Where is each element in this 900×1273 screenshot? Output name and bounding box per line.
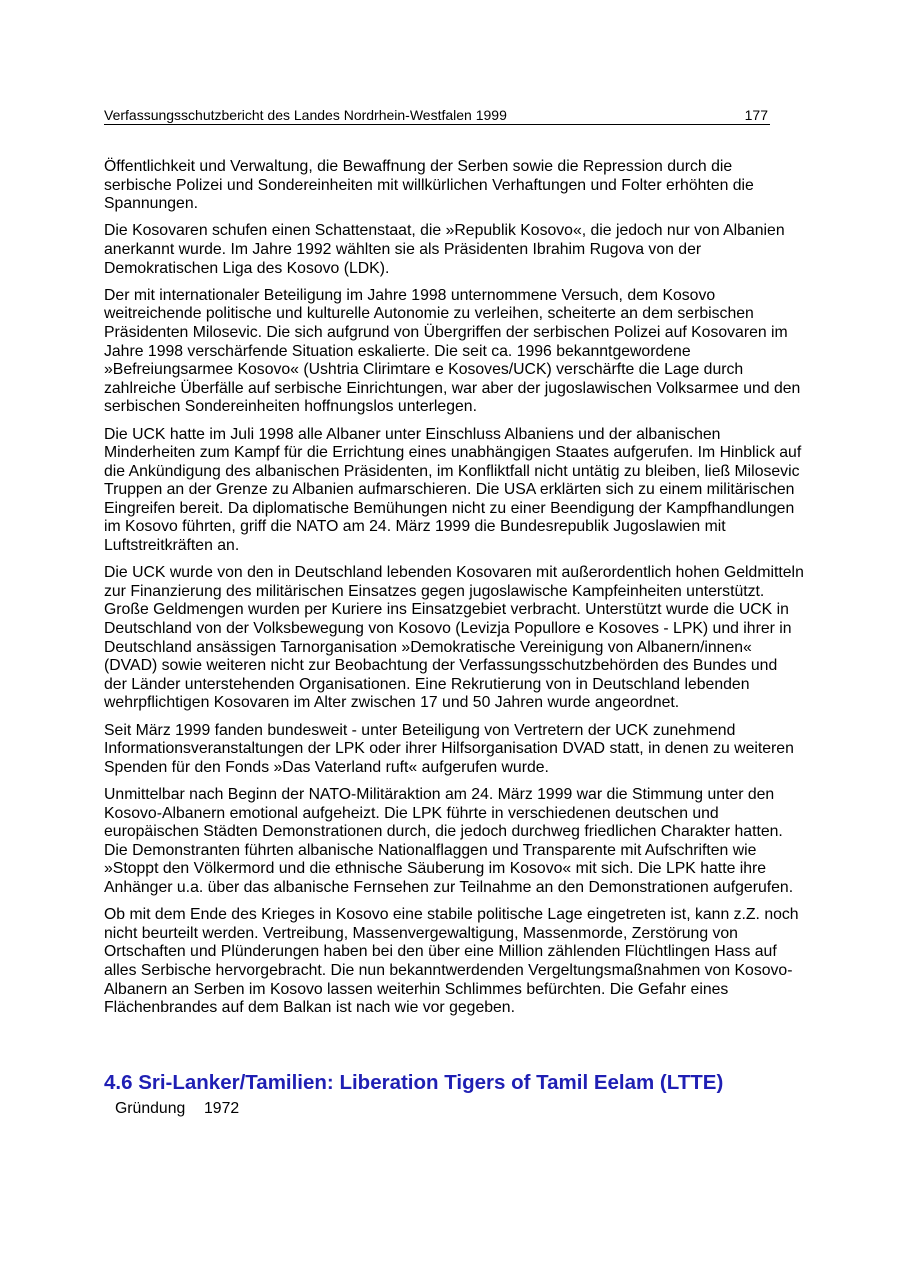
founding-label: Gründung bbox=[115, 1100, 186, 1117]
section-heading: 4.6 Sri-Lanker/Tamilien: Liberation Tigers of Tamil Eelam (LTTE) bbox=[104, 1071, 724, 1094]
paragraph: Ob mit dem Ende des Krieges in Kosovo eine stabile politische Lage eingetreten ist, kann z.Z. noch nicht beurteilt werden. Vertreibung, Massenvergewaltigung, Massenmorde, Zerstörung von Ortschaften und Plünderungen haben bei den über eine Million zählenden Flüchtlingen Hass auf alles Serbische hervorgebracht. Die nun bekanntwerdenden Vergeltungsmaßnahmen von Kosovo-Albanern an Serben im Kosovo lassen weiterhin Schlimmes befürchten. Die Gefahr eines Flächenbrandes auf dem Balkan ist nach wie vor gegeben. bbox=[104, 906, 799, 1017]
paragraph: Seit März 1999 fanden bundesweit - unter Beteiligung von Vertretern der UCK zunehmend Informationsveranstaltungen der LPK oder ihrer Hilfsorganisation DVAD statt, in denen zu weiteren Spenden für den Fonds »Das Vaterland ruft« aufgerufen wurde. bbox=[104, 721, 794, 776]
report-title: Verfassungsschutzbericht des Landes Nordrhein-Westfalen 1999 bbox=[104, 107, 507, 123]
paragraph: Der mit internationaler Beteiligung im Jahre 1998 unternommene Versuch, dem Kosovo weitreichende politische und kulturelle Autonomie zu verleihen, scheiterte an dem serbischen Präsidenten Milosevic. Die sich aufgrund von Übergriffen der serbischen Polizei auf Kosovaren im Jahre 1998 verschärfende Situation eskalierte. Die seit ca. 1996 bekanntgewordene »Befreiungsarmee Kosovo« (Ushtria Clirimtare e Kosoves/UCK) verschärfte die Lage durch zahlreiche Überfälle auf serbische Einrichtungen, war aber der jugoslawischen Volksarmee und den serbischen Sondereinheiten hoffnungslos unterlegen. bbox=[104, 286, 801, 416]
paragraph: Die UCK wurde von den in Deutschland lebenden Kosovaren mit außerordentlich hohen Geldmitteln zur Finanzierung des militärischen Einsatzes gegen jugoslawische Kampfeinheiten unterstützt. Große Geldmengen wurden per Kuriere ins Einsatzgebiet verbracht. Unterstützt wurde die UCK in Deutschland von der Volksbewegung von Kosovo (Levizja Popullore e Kosoves - LPK) und ihrer in Deutschland ansässigen Tarnorganisation »Demokratische Vereinigung von Albanern/innen« (DVAD) sowie weiteren nicht zur Beobachtung der Verfassungsschutzbehörden des Bundes und der Länder unterstehenden Organisationen. Eine Rekrutierung von in Deutschland lebenden wehrpflichtigen Kosovaren im Alter zwischen 17 und 50 Jahren wurde angeordnet. bbox=[104, 564, 804, 712]
founding-year: 1972 bbox=[204, 1100, 240, 1117]
paragraph: Die UCK hatte im Juli 1998 alle Albaner unter Einschluss Albaniens und der albanischen Minderheiten zum Kampf für die Errichtung eines unabhängigen Staates aufgerufen. Im Hinblick auf die Ankündigung des albanischen Präsidenten, im Konfliktfall nicht untätig zu bleiben, ließ Milosevic Truppen an der Grenze zu Albanien aufmarschieren. Die USA erklärten sich zu einem militärischen Eingreifen bereit. Da diplomatische Bemühungen nicht zu einer Beendigung der Kampfhandlungen im Kosovo führten, griff die NATO am 24. März 1999 die Bundesrepublik Jugoslawien mit Luftstreitkräften an. bbox=[104, 425, 802, 555]
founding-row bbox=[115, 1100, 239, 1118]
page-header bbox=[104, 106, 770, 125]
paragraph: Öffentlichkeit und Verwaltung, die Bewaffnung der Serben sowie die Repression durch die serbische Polizei und Sondereinheiten mit willkürlichen Verhaftungen und Folter erhöhten die Spannungen. bbox=[104, 158, 754, 213]
paragraph: Unmittelbar nach Beginn der NATO-Militäraktion am 24. März 1999 war die Stimmung unter den Kosovo-Albanern emotional aufgeheizt. Die LPK führte in verschiedenen deutschen und europäischen Städten Demonstrationen durch, die jedoch durchweg friedlichen Charakter hatten. Die Demonstranten führten albanische Nationalflaggen und Transparente mit Aufschriften wie »Stoppt den Völkermord und die ethnische Säuberung im Kosovo« mit sich. Die LPK hatte ihre Anhänger u.a. über das albanische Fernsehen zur Teilnahme an den Demonstrationen aufgerufen. bbox=[104, 785, 794, 896]
body-text bbox=[104, 158, 804, 1026]
paragraph: Die Kosovaren schufen einen Schattenstaat, die »Republik Kosovo«, die jedoch nur von Albanien anerkannt wurde. Im Jahre 1992 wählten sie als Präsidenten Ibrahim Rugova von der Demokratischen Liga des Kosovo (LDK). bbox=[104, 222, 785, 277]
page-number: 177 bbox=[744, 107, 768, 123]
